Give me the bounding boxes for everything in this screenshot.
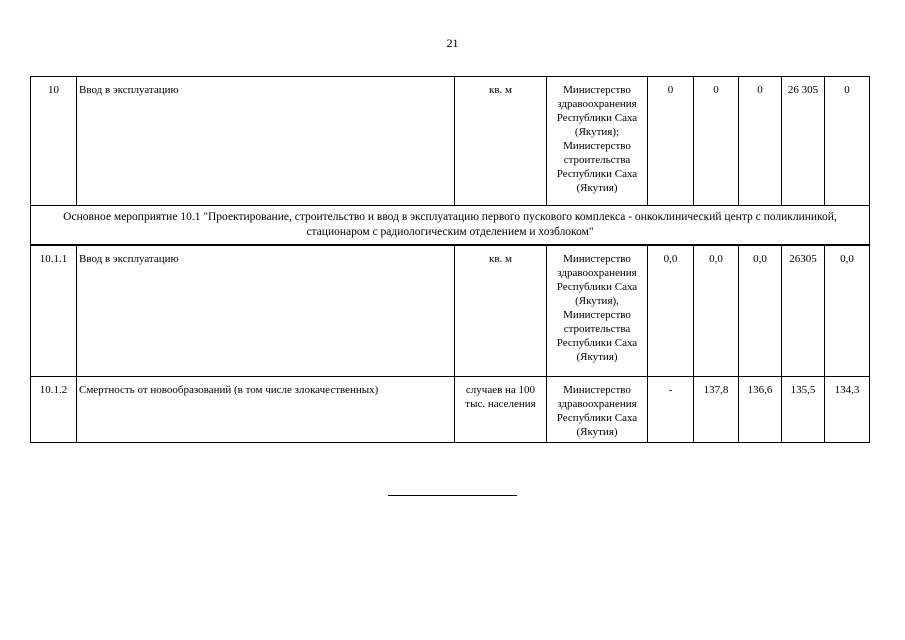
indicators-table <box>30 76 870 443</box>
section-row <box>31 206 870 246</box>
indicator-name: Ввод в эксплуатацию <box>77 245 455 377</box>
value-cell: 0,0 <box>694 245 739 377</box>
executor-cell: Министерство здравоохранения Республики Саха (Якутия), Министерство строительства Республики Саха (Якутия) <box>547 245 648 377</box>
table-row <box>31 245 870 377</box>
value-cell: - <box>648 377 694 443</box>
value-cell: 26305 <box>782 245 825 377</box>
value-cell: 0 <box>739 77 782 206</box>
table-row <box>31 377 870 443</box>
executor-cell: Министерство здравоохранения Республики Саха (Якутия) <box>547 377 648 443</box>
value-cell: 135,5 <box>782 377 825 443</box>
table-row <box>31 77 870 206</box>
value-cell: 136,6 <box>739 377 782 443</box>
unit-cell: случаев на 100 тыс. населения <box>455 377 547 443</box>
value-cell: 0 <box>825 77 870 206</box>
section-title: Основное мероприятие 10.1 "Проектирование, строительство и ввод в эксплуатацию первого пускового комплекса - онкоклинический центр с поликлиникой, стационаром с радиологическим отделением и хозблоком" <box>31 206 870 246</box>
indicator-name: Ввод в эксплуатацию <box>77 77 455 206</box>
unit-cell: кв. м <box>455 77 547 206</box>
row-number: 10.1.2 <box>31 377 77 443</box>
row-number: 10.1.1 <box>31 245 77 377</box>
value-cell: 26 305 <box>782 77 825 206</box>
executor-cell: Министерство здравоохранения Республики Саха (Якутия); Министерство строительства Республики Саха (Якутия) <box>547 77 648 206</box>
value-cell: 0,0 <box>648 245 694 377</box>
indicator-name: Смертность от новообразований (в том числе злокачественных) <box>77 377 455 443</box>
page-number: 21 <box>446 36 459 50</box>
value-cell: 0,0 <box>825 245 870 377</box>
value-cell: 0 <box>648 77 694 206</box>
row-number: 10 <box>31 77 77 206</box>
unit-cell: кв. м <box>455 245 547 377</box>
value-cell: 134,3 <box>825 377 870 443</box>
value-cell: 0,0 <box>739 245 782 377</box>
value-cell: 0 <box>694 77 739 206</box>
value-cell: 137,8 <box>694 377 739 443</box>
footnote-separator <box>388 495 517 496</box>
